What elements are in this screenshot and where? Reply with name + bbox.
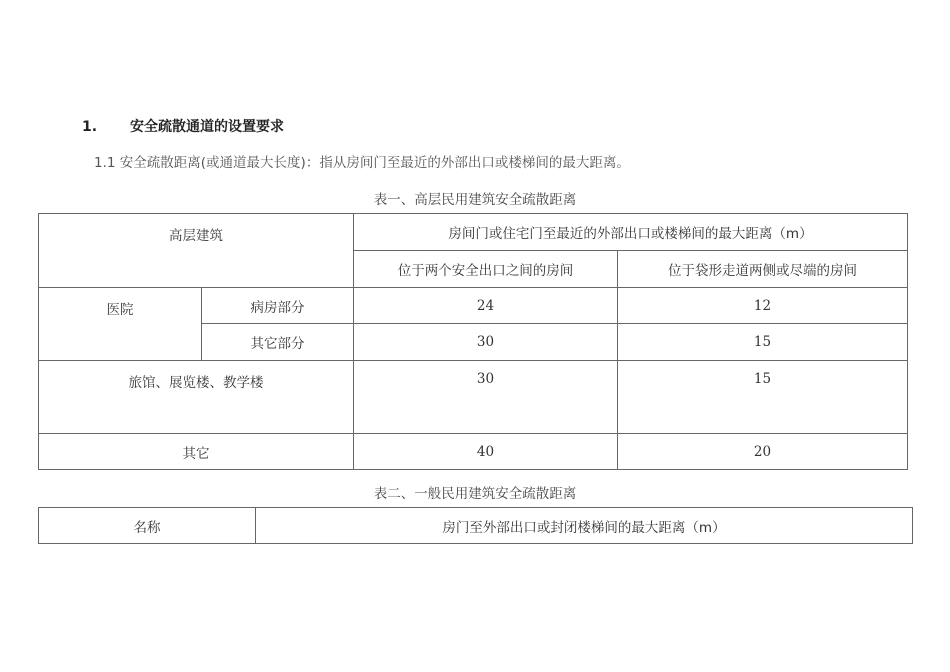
header-name: 名称 [39,508,256,544]
row-label: 旅馆、展览楼、教学楼 [39,361,354,434]
section-heading [82,116,284,136]
row-label: 其它 [39,434,354,470]
cell-between: 30 [354,324,618,361]
row-hospital-label: 医院 [39,288,202,361]
table2-caption: 表二、一般民用建筑安全疏散距离 [373,486,577,502]
cell-between: 30 [354,361,618,434]
cell-between: 40 [354,434,618,470]
cell-between: 24 [354,288,618,324]
table-high-rise-evacuation [38,213,908,470]
header-distance: 房门至外部出口或封闭楼梯间的最大距离（m） [256,508,913,544]
cell-pocket: 15 [618,324,908,361]
paragraph-number: 1.1 [94,155,116,171]
subheader-between-exits: 位于两个安全出口之间的房间 [354,251,618,288]
cell-pocket: 20 [618,434,908,470]
row-label: 病房部分 [202,288,354,324]
subheader-pocket-corridor: 位于袋形走道两侧或尽端的房间 [618,251,908,288]
table-general-evacuation [38,507,913,544]
paragraph-text: 安全疏散距离(或通道最大长度)：指从房间门至最近的外部出口或楼梯间的最大距离。 [119,155,630,171]
paragraph-1-1 [94,151,630,171]
table1-caption: 表一、高层民用建筑安全疏散距离 [373,192,577,208]
row-label: 其它部分 [202,324,354,361]
cell-pocket: 12 [618,288,908,324]
header-building: 高层建筑 [39,214,354,288]
section-number: 1. [82,119,98,135]
section-title: 安全疏散通道的设置要求 [130,119,284,135]
header-distance: 房间门或住宅门至最近的外部出口或楼梯间的最大距离（m） [354,214,908,251]
cell-pocket: 15 [618,361,908,434]
